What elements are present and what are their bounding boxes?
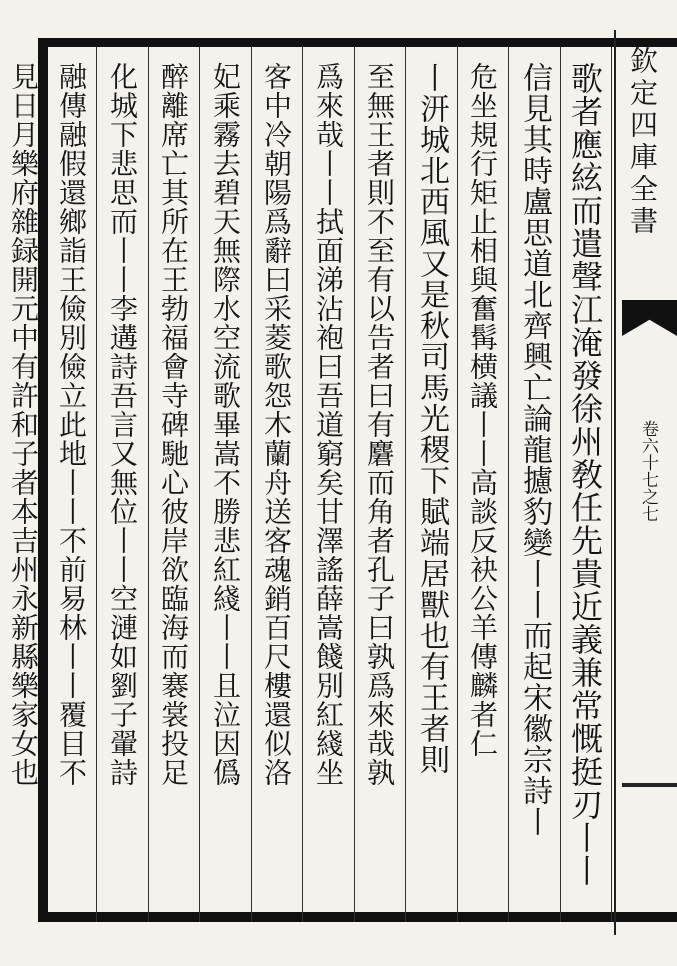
juan-label: 卷六十七之七 (638, 420, 658, 522)
lower-margin-rule (622, 783, 677, 787)
column-rule (560, 47, 561, 922)
margin-rule (614, 30, 616, 935)
text-column: 至無王者則不至有以告者曰有麏而角者孔子曰孰爲來哉孰 (363, 62, 396, 787)
column-rule (302, 47, 303, 922)
column-rule (251, 47, 252, 922)
text-column: 化城下悲思而丨丨李遘詩吾言又無位丨丨空漣如劉子翬詩 (106, 62, 139, 787)
column-rule (508, 47, 509, 922)
column-rule (611, 47, 612, 922)
column-rule (148, 47, 149, 922)
column-rule (405, 47, 406, 922)
text-column: 融傳融假還鄉詣王儉別儉立此地丨丨不前易林丨丨覆目不 (55, 62, 88, 787)
text-column: 歌者應絃而遣聲江淹發徐州敎任先貴近義兼常慨挺刃丨丨 (566, 62, 604, 887)
text-column: 信見其時盧思道北齊興亡論龍攄豹變丨丨而起宋徽宗詩丨 (517, 62, 552, 837)
text-column: 爲來哉丨丨拭面涕沾袍曰吾道窮矣甘澤謠薛嵩餞別紅綫坐 (312, 62, 345, 787)
column-rule (354, 47, 355, 922)
text-column: 客中冷朝陽爲辭曰采菱歌怨木蘭舟送客魂銷百尺樓還似洛 (260, 62, 293, 787)
text-column: 醉離席亡其所在王勃福會寺碑馳心彼岸欲臨海而褰裳投足 (157, 62, 190, 787)
column-rule (96, 47, 97, 922)
text-column: 危坐規行矩止相與奮髯横議丨丨高談反袂公羊傳麟者仁 (466, 62, 499, 758)
text-column: 丨汧城北西風又是秋司馬光稷下賦端居獸也有王者則 (414, 62, 449, 775)
text-column: 妃乘霧去碧天無際水空流歌畢嵩不勝悲紅綫丨丨且泣因僞 (209, 62, 242, 787)
text-column: 見日月樂府雜録開元中有許和子者本吉州永新縣樂家女也 (7, 62, 40, 787)
column-rule (457, 47, 458, 922)
book-title: 欽定四庫全書 (626, 46, 659, 238)
column-rule (199, 47, 200, 922)
